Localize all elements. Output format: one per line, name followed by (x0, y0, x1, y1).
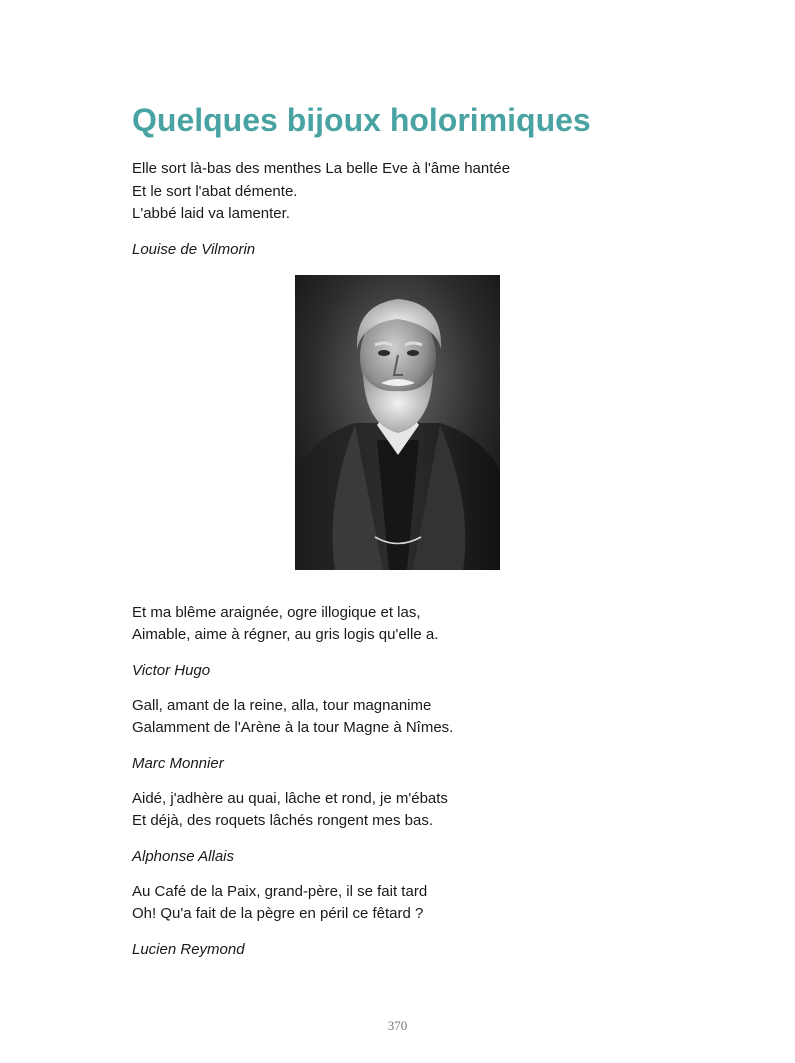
poem-line: Et ma blême araignée, ogre illogique et las, (132, 603, 421, 621)
portrait-photo (295, 275, 500, 570)
poem-line: L'abbé laid va lamenter. (132, 205, 290, 222)
poem-line: Et le sort l'abat démente. (132, 182, 298, 200)
page-content (132, 96, 692, 961)
page-title: Quelques bijoux holorimiques (132, 102, 591, 138)
poem-stanza (132, 158, 692, 226)
poem-stanza (132, 881, 692, 926)
poem-author: Victor Hugo (132, 661, 211, 679)
poem-line: Au Café de la Paix, grand-père, il se fait tard (132, 882, 428, 900)
poem-line: Aimable, aime à régner, au gris logis qu'elle a. (132, 626, 439, 643)
page-number: 370 (387, 1018, 408, 1033)
poem-author: Marc Monnier (132, 754, 224, 772)
poem-stanza (132, 602, 692, 647)
poem-line: Et déjà, des roquets lâchés rongent mes bas. (132, 812, 434, 829)
poem-author: Louise de Vilmorin (132, 240, 256, 258)
poem-line: Oh! Qu'a fait de la pègre en péril ce fêtard ? (132, 905, 424, 922)
poem-stanza (132, 695, 692, 740)
poem-line: Galamment de l'Arène à la tour Magne à Nîmes. (132, 719, 454, 736)
poem-author: Lucien Reymond (132, 940, 245, 958)
poem-stanza (132, 788, 692, 833)
poem-line: Elle sort là-bas des menthes La belle Eve à l'âme hantée (132, 160, 511, 177)
poem-line: Aidé, j'adhère au quai, lâche et rond, je m'ébats (132, 789, 448, 807)
poem-line: Gall, amant de la reine, alla, tour magnanime (132, 696, 432, 714)
poem-author: Alphonse Allais (132, 847, 235, 865)
